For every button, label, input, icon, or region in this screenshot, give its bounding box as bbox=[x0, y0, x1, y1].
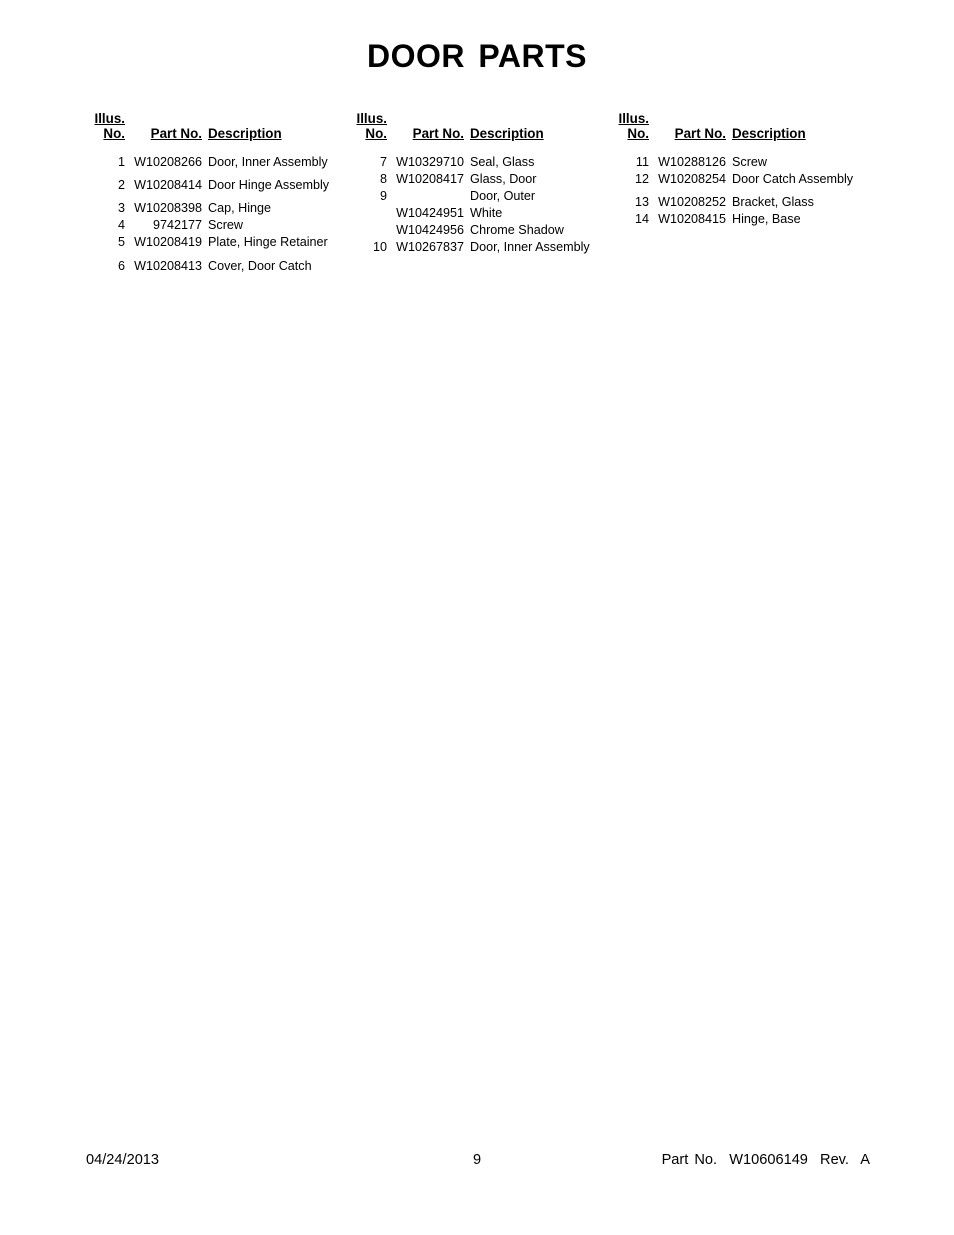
header-illus: Illus. bbox=[618, 111, 649, 126]
part-description: Screw bbox=[732, 155, 767, 169]
illus-number: 7 bbox=[379, 155, 387, 169]
part-description: Door Catch Assembly bbox=[732, 172, 854, 186]
part-description: Seal, Glass bbox=[470, 155, 535, 169]
illus-number: 6 bbox=[117, 259, 125, 273]
part-number: 9742177 bbox=[152, 218, 202, 232]
header-description: Description bbox=[732, 126, 806, 141]
part-description: Door, Inner Assembly bbox=[208, 155, 328, 169]
parts-column-2 bbox=[355, 110, 605, 254]
part-number: W10329710 bbox=[396, 155, 464, 169]
part-number: W10288126 bbox=[658, 155, 726, 169]
part-description: Door Hinge Assembly bbox=[208, 178, 330, 192]
header-part-no: Part No. bbox=[412, 126, 464, 141]
part-description: Screw bbox=[208, 218, 243, 232]
illus-number: 13 bbox=[634, 195, 649, 209]
part-description: Chrome Shadow bbox=[470, 223, 564, 237]
header-illus: Illus. bbox=[356, 111, 387, 126]
part-description: Hinge, Base bbox=[732, 212, 801, 226]
column-header bbox=[93, 110, 343, 150]
illus-number: 12 bbox=[634, 172, 649, 186]
illus-number: 10 bbox=[372, 240, 387, 254]
footer-page-number: 9 bbox=[472, 1152, 482, 1168]
illus-number: 4 bbox=[117, 218, 125, 232]
page-title: DOOR PARTS bbox=[367, 38, 587, 74]
column-header bbox=[355, 110, 605, 150]
illus-number: 11 bbox=[635, 155, 649, 169]
illus-number: 2 bbox=[117, 178, 125, 192]
header-no: No. bbox=[103, 126, 125, 141]
part-description: Glass, Door bbox=[470, 172, 537, 186]
header-part-no: Part No. bbox=[150, 126, 202, 141]
header-description: Description bbox=[470, 126, 544, 141]
header-no: No. bbox=[627, 126, 649, 141]
part-number: W10208252 bbox=[658, 195, 726, 209]
illus-number: 1 bbox=[117, 155, 125, 169]
part-number: W10208417 bbox=[396, 172, 464, 186]
column-header bbox=[617, 110, 867, 150]
parts-column-1 bbox=[93, 110, 343, 273]
header-no: No. bbox=[365, 126, 387, 141]
part-number: W10267837 bbox=[396, 240, 464, 254]
part-number: W10208266 bbox=[134, 155, 202, 169]
illus-number: 3 bbox=[117, 201, 125, 215]
part-number: W10424956 bbox=[396, 223, 464, 237]
footer-date: 04/24/2013 bbox=[86, 1152, 160, 1168]
footer-part-reference: Part No. W10606149 Rev. A bbox=[661, 1152, 870, 1168]
part-number: W10208254 bbox=[658, 172, 726, 186]
part-number: W10208414 bbox=[134, 178, 202, 192]
illus-number: 5 bbox=[117, 235, 125, 249]
part-description: Door, Inner Assembly bbox=[470, 240, 590, 254]
part-number: W10208398 bbox=[134, 201, 202, 215]
part-description: Cap, Hinge bbox=[208, 201, 272, 215]
header-part-no: Part No. bbox=[674, 126, 726, 141]
part-number: W10208413 bbox=[134, 259, 202, 273]
part-description: White bbox=[470, 206, 503, 220]
header-description: Description bbox=[208, 126, 282, 141]
parts-column-3 bbox=[617, 110, 867, 226]
part-number: W10208415 bbox=[658, 212, 726, 226]
illus-number: 14 bbox=[634, 212, 649, 226]
part-description: Door, Outer bbox=[470, 189, 536, 203]
illus-number: 9 bbox=[379, 189, 387, 203]
part-number: W10424951 bbox=[396, 206, 464, 220]
part-description: Cover, Door Catch bbox=[208, 259, 312, 273]
part-description: Bracket, Glass bbox=[732, 195, 814, 209]
illus-number: 8 bbox=[379, 172, 387, 186]
header-illus: Illus. bbox=[94, 111, 125, 126]
part-number: W10208419 bbox=[134, 235, 202, 249]
part-description: Plate, Hinge Retainer bbox=[208, 235, 328, 249]
